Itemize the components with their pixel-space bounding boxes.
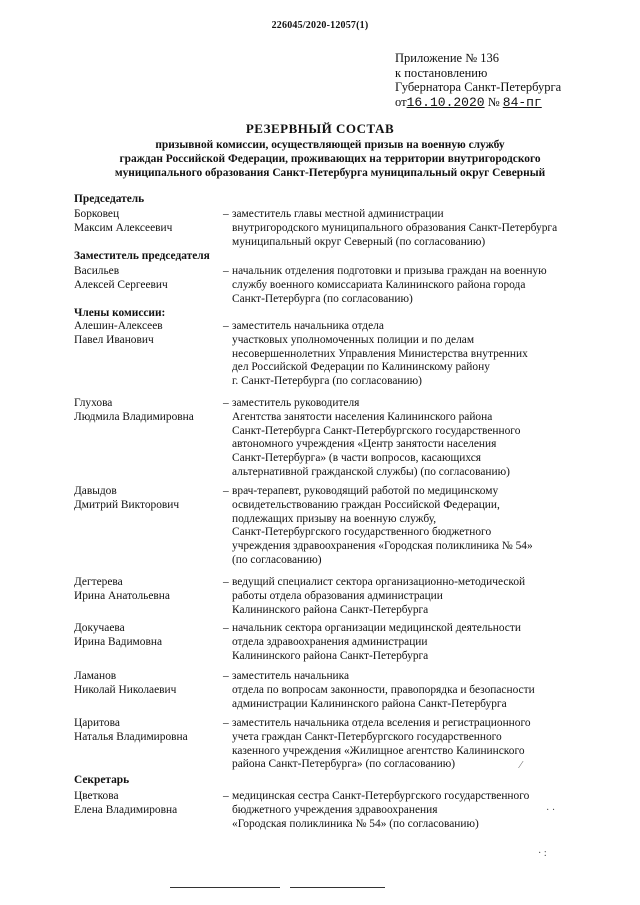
- member-role-line: дел Российской Федерации по Калининскому району: [232, 361, 490, 374]
- member-name-line: Павел Иванович: [74, 333, 154, 346]
- member-role-line: «Городская поликлиника № 54» (по согласованию): [232, 817, 479, 830]
- member-dash: –: [223, 576, 229, 588]
- annex-header: [395, 51, 561, 110]
- member-role-line: казенного учреждения «Жилищное агентство Калининского: [232, 744, 525, 757]
- document-subtitle: [60, 138, 600, 181]
- member-role-line: заместитель руководителя: [232, 397, 360, 409]
- member-role-line: освидетельствованию граждан Российской Федерации,: [232, 498, 500, 511]
- section-members: Члены комиссии:: [74, 307, 166, 319]
- member-role-line: несовершеннолетних Управления Министерства внутренних: [232, 347, 528, 360]
- scan-mark: · ·: [546, 805, 556, 816]
- member-name-line: Ирина Анатольевна: [74, 589, 170, 602]
- member-role-line: Санкт-Петербурга Санкт-Петербургского государственного: [232, 424, 521, 437]
- member-dash: –: [223, 790, 229, 802]
- member-name: [74, 622, 222, 650]
- annex-date: 16.10.2020: [406, 94, 485, 110]
- annex-line-1: Приложение № 136: [395, 51, 500, 65]
- member-role-line: службу военного комиссариата Калининского района города: [232, 278, 526, 291]
- member-role-line: администрации Калининского района Санкт-Петербурга: [232, 697, 507, 710]
- member-name-line: Докучаева: [74, 622, 125, 634]
- member-role-line: альтернативной гражданской службы) (по согласованию): [232, 465, 510, 478]
- member-name-line: Алешин-Алексеев: [74, 320, 163, 332]
- member-name: [74, 670, 222, 698]
- member-role: [232, 717, 594, 772]
- member-name: [74, 265, 222, 293]
- member-dash: –: [223, 717, 229, 729]
- member-role: [232, 208, 594, 249]
- member-role-line: начальник отделения подготовки и призыва граждан на военную: [232, 265, 547, 277]
- subtitle-line: граждан Российской Федерации, проживающих на территории внутригородского: [119, 153, 541, 166]
- document-registration-number: 226045/2020-12057(1): [271, 20, 369, 31]
- member-name: [74, 208, 222, 236]
- member-role: [232, 790, 594, 831]
- member-name-line: Васильев: [74, 265, 120, 277]
- member-name-line: Ламанов: [74, 670, 117, 682]
- member-role-line: участковых уполномоченных полиции и по делам: [232, 333, 475, 346]
- section-secretary: Секретарь: [74, 774, 130, 786]
- member-role-line: отдела здравоохранения администрации: [232, 635, 428, 648]
- member-name-line: Николай Николаевич: [74, 683, 177, 696]
- member-role-line: заместитель начальника отдела: [232, 320, 384, 332]
- member-dash: –: [223, 622, 229, 634]
- member-name-line: Алексей Сергеевич: [74, 278, 168, 291]
- member-dash: –: [223, 265, 229, 277]
- annex-line-3: Губернатора Санкт-Петербурга: [395, 80, 562, 95]
- member-role-line: ведущий специалист сектора организационно-методической: [232, 576, 526, 588]
- member-dash: –: [223, 397, 229, 409]
- member-name-line: Дмитрий Викторович: [74, 498, 180, 511]
- member-name: [74, 576, 222, 604]
- footer-divider: [170, 887, 280, 888]
- member-name-line: Наталья Владимировна: [74, 730, 188, 743]
- member-name-line: Борковец: [74, 208, 120, 220]
- annex-number: 84-пг: [502, 94, 542, 110]
- member-name-line: Ирина Вадимовна: [74, 635, 162, 648]
- member-role: [232, 320, 594, 389]
- member-role-line: бюджетного учреждения здравоохранения: [232, 803, 438, 816]
- scan-mark: ⁄: [520, 760, 522, 771]
- footer-divider: [290, 887, 385, 888]
- member-role: [232, 576, 594, 617]
- member-role-line: района Санкт-Петербурга» (по согласованию): [232, 758, 456, 771]
- member-role-line: внутригородского муниципального образования Санкт-Петербурга: [232, 221, 558, 234]
- member-name-line: Дегтерева: [74, 576, 123, 588]
- member-dash: –: [223, 320, 229, 332]
- member-role-line: работы отдела образования администрации: [232, 589, 443, 602]
- member-dash: –: [223, 208, 229, 220]
- section-deputy: Заместитель председателя: [74, 250, 210, 262]
- annex-line-2: к постановлению: [395, 65, 488, 80]
- member-role-line: Калининского района Санкт-Петербурга: [232, 649, 429, 662]
- member-role-line: подлежащих призыву на военную службу,: [232, 512, 437, 525]
- member-role-line: отдела по вопросам законности, правопорядка и безопасности: [232, 683, 535, 696]
- section-chair: Председатель: [74, 193, 145, 205]
- member-role: [232, 265, 594, 306]
- member-role-line: заместитель начальника отдела вселения и регистрационного: [232, 717, 531, 729]
- scan-mark: · :: [538, 848, 547, 859]
- member-name-line: Давыдов: [74, 485, 117, 497]
- member-name: [74, 790, 222, 818]
- document-title: РЕЗЕРВНЫЙ СОСТАВ: [245, 121, 395, 136]
- member-role-line: Агентства занятости населения Калининского района: [232, 410, 493, 423]
- member-role-line: автономного учреждения «Центр занятости населения: [232, 438, 497, 451]
- member-name-line: Цветкова: [74, 790, 119, 802]
- member-name-line: Елена Владимировна: [74, 803, 178, 816]
- member-name-line: Царитова: [74, 717, 120, 729]
- member-name: [74, 485, 222, 513]
- annex-date-line: [395, 95, 561, 111]
- subtitle-line: муниципального образования Санкт-Петербурга муниципальный округ Северный: [114, 167, 546, 180]
- member-dash: –: [223, 485, 229, 497]
- member-role-line: г. Санкт-Петербурга (по согласованию): [232, 375, 422, 388]
- member-role: [232, 670, 594, 711]
- member-role-line: Санкт-Петербурга» (в части вопросов, касающихся: [232, 452, 482, 465]
- member-role: [232, 485, 594, 568]
- member-role-line: Санкт-Петербурга (по согласованию): [232, 292, 413, 305]
- subtitle-line: призывной комиссии, осуществляющей призыв на военную службу: [155, 139, 505, 151]
- member-name: [74, 397, 222, 425]
- member-name: [74, 717, 222, 745]
- member-role-line: Калининского района Санкт-Петербурга: [232, 603, 429, 616]
- member-role-line: (по согласованию): [232, 553, 322, 566]
- member-role-line: заместитель начальника: [232, 670, 350, 682]
- member-role-line: врач-терапевт, руководящий работой по медицинскому: [232, 485, 499, 497]
- member-role: [232, 622, 594, 663]
- member-name: [74, 320, 222, 348]
- member-role-line: начальник сектора организации медицинской деятельности: [232, 622, 521, 634]
- member-role-line: учета граждан Санкт-Петербургского государственного: [232, 730, 502, 743]
- member-role: [232, 397, 594, 480]
- member-name-line: Глухова: [74, 397, 113, 409]
- annex-date-prefix: от: [395, 94, 407, 109]
- member-role-line: учреждения здравоохранения «Городская поликлиника № 54»: [232, 540, 533, 553]
- member-name-line: Людмила Владимировна: [74, 410, 194, 423]
- member-role-line: муниципальный округ Северный (по согласованию): [232, 235, 486, 248]
- member-name-line: Максим Алексеевич: [74, 221, 173, 234]
- member-role-line: медицинская сестра Санкт-Петербургского государственного: [232, 790, 530, 802]
- member-role-line: Санкт-Петербургского государственного бюджетного: [232, 526, 492, 539]
- member-role-line: заместитель главы местной администрации: [232, 208, 444, 220]
- member-dash: –: [223, 670, 229, 682]
- annex-number-sign: №: [487, 94, 500, 109]
